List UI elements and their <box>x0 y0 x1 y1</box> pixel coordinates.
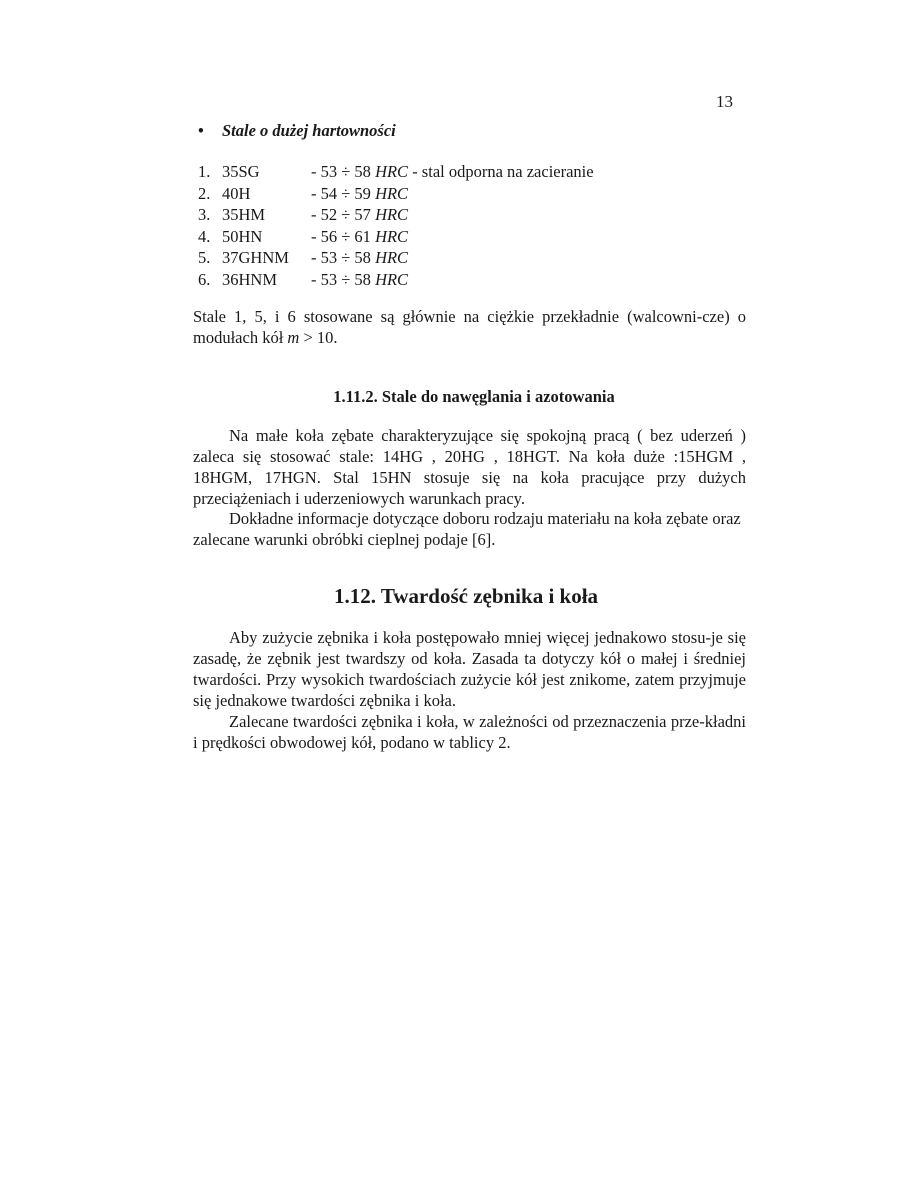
paragraph-text: Stale 1, 5, i 6 stosowane są głównie na ciężkie przekładnie (walcowni-cze) o modułach kół <box>193 307 746 347</box>
steels-usage-paragraph <box>193 306 746 348</box>
paragraph-text: Aby zużycie zębnika i koła postępowało mniej więcej jednakowo stosu-je się zasadę, że zębnik jest twardszy od koła. Zasada ta dotyczy kół o małej i średniej twardości. Przy wysokich twardościach zużycie kół jest znikome, zatem przyjmuje się jednakowe twardości zębnika i koła. <box>193 628 746 710</box>
hardness-unit: HRC <box>375 205 409 225</box>
hardness-range <box>311 227 408 246</box>
bullet-icon: • <box>198 121 204 140</box>
steel-grade: 35SG <box>222 162 260 181</box>
paragraph-text: Zalecane twardości zębnika i koła, w zależności od przeznaczenia prze-kładni i prędkości obwodowej kół, podano w tablicy 2. <box>193 712 746 752</box>
list-item <box>198 226 594 248</box>
section-title: 1.12. Twardość zębnika i koła <box>333 584 599 608</box>
hardness-value: - 53 ÷ 58 <box>311 269 371 289</box>
hardness-value: - 52 ÷ 57 <box>311 205 371 225</box>
list-item <box>198 204 594 226</box>
hardness-range <box>311 270 408 289</box>
hardness-range <box>311 205 408 224</box>
table-reference-paragraph <box>193 711 746 753</box>
list-item <box>198 183 594 205</box>
hardness-value: - 54 ÷ 59 <box>311 183 371 203</box>
steel-grade: 35HM <box>222 205 266 225</box>
hardness-range <box>311 184 408 203</box>
hardness-unit: HRC <box>375 269 409 289</box>
hardness-range <box>311 162 408 181</box>
item-number: 1. <box>198 162 211 181</box>
steel-grade: 36HNM <box>222 269 278 289</box>
hardness-unit: HRC <box>375 183 409 203</box>
math-variable: m <box>287 328 300 347</box>
list-item <box>198 269 594 291</box>
hardness-unit: HRC <box>375 226 409 246</box>
steel-grade: 50HN <box>222 226 263 246</box>
reference-paragraph <box>193 508 746 550</box>
steel-list <box>198 161 594 291</box>
hardness-unit: HRC <box>375 162 409 181</box>
hardness-value: - 53 ÷ 58 <box>311 248 371 268</box>
hardness-unit: HRC <box>375 248 409 268</box>
item-number: 3. <box>198 205 211 225</box>
paragraph-text: > 10. <box>299 328 338 347</box>
hardness-paragraph <box>193 627 746 711</box>
bullet-heading <box>198 120 396 141</box>
paragraph-text: Dokładne informacje dotyczące doboru rodzaju materiału na koła zębate oraz zalecane warunki obróbki cieplnej podaje [6]. <box>193 509 741 549</box>
subsection-title: 1.11.2. Stale do nawęglania i azotowania <box>333 387 615 406</box>
item-number: 6. <box>198 269 211 289</box>
hardness-value: - 56 ÷ 61 <box>311 226 371 246</box>
hardness-range <box>311 248 408 267</box>
steel-note: - stal odporna na zacieranie <box>408 162 594 181</box>
hardness-value: - 53 ÷ 58 <box>311 162 371 181</box>
bullet-heading-text: Stale o dużej hartowności <box>222 121 396 140</box>
item-number: 2. <box>198 183 211 203</box>
item-number: 4. <box>198 226 211 246</box>
item-number: 5. <box>198 248 211 268</box>
steel-grade: 37GHNM <box>222 248 289 268</box>
paragraph-text: Na małe koła zębate charakteryzujące się spokojną pracą ( bez uderzeń ) zaleca się stosować stale: 14HG , 20HG , 18HGT. Na koła duże :15HGM , 18HGM, 17HGN. Stal 15HN stosuje się na koła pracujące przy dużych przeciążeniach i uderzeniowych warunkach pracy. <box>193 426 746 508</box>
carburizing-paragraph <box>193 425 746 509</box>
list-item <box>198 247 594 269</box>
steel-grade: 40H <box>222 183 251 203</box>
list-item <box>198 161 594 183</box>
page-number: 13 <box>716 92 733 111</box>
